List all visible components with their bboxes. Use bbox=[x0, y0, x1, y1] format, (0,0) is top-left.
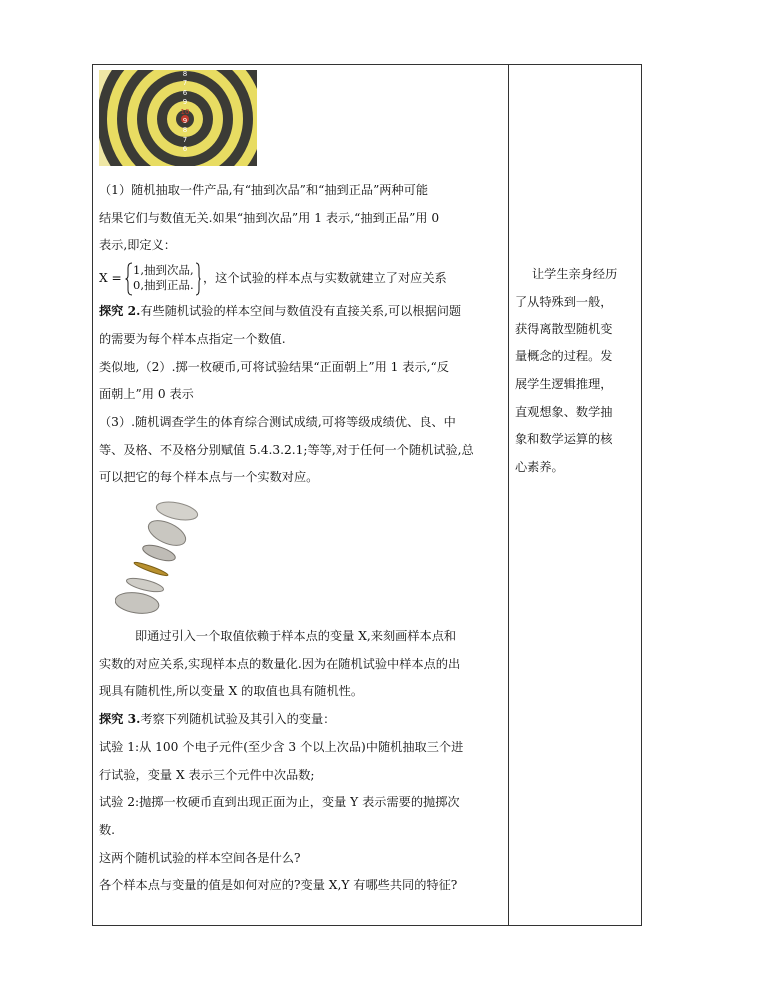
target-ring-numbers: 8 7 6 9 10 9 8 7 6 bbox=[180, 70, 190, 154]
paragraph-1-line-2: 结果它们与数值无关.如果“抽到次品”用 1 表示,“抽到正品”用 0 bbox=[99, 211, 440, 225]
note-line-5: 展学生逻辑推理， bbox=[515, 377, 613, 391]
formula-description: ，这个试验的样本点与实数就建立了对应关系 bbox=[203, 271, 447, 285]
trial-2-line-1: 试验 2:抛掷一枚硬币直到出现正面为止，变量 Y 表示需要的抛掷次 bbox=[99, 795, 460, 809]
explore-2-line-2: 的需要为每个样本点指定一个数值. bbox=[99, 332, 286, 346]
note-line-3: 获得离散型随机变 bbox=[515, 322, 613, 336]
formula-case-1: 1,抽到次品, bbox=[133, 263, 194, 277]
paragraph-2-line-2: 面朝上”用 0 表示 bbox=[99, 387, 194, 401]
paragraph-4-line-2: 实数的对应关系,实现样本点的数量化.因为在随机试验中样本点的出 bbox=[99, 657, 461, 671]
note-line-4: 量概念的过程。发 bbox=[515, 349, 613, 363]
explore-2-text: 有些随机试验的样本空间与数值没有直接关系,可以根据问题 bbox=[140, 304, 462, 318]
note-line-7: 象和数学运算的核 bbox=[515, 432, 613, 446]
paragraph-4-line-1: 即通过引入一个取值依赖于样本点的变量 X,来刻画样本点和 bbox=[135, 629, 457, 643]
dartboard-target-image bbox=[99, 70, 257, 166]
trial-1-line-1: 试验 1:从 100 个电子元件(至少含 3 个以上次品)中随机抽取三个进 bbox=[99, 740, 464, 754]
paragraph-3-line-1: （3）.随机调查学生的体育综合测试成绩,可将等级成绩优、良、中 bbox=[99, 415, 456, 429]
explore-3-label: 探究 3. bbox=[99, 712, 141, 726]
note-line-2: 了从特殊到一般， bbox=[515, 295, 613, 309]
paragraph-4-line-3: 现具有随机性,所以变量 X 的取值也具有随机性。 bbox=[99, 684, 364, 698]
falling-coins-image bbox=[115, 497, 211, 615]
note-line-6: 直观想象、数学抽 bbox=[515, 405, 613, 419]
coins-svg bbox=[115, 497, 211, 615]
paragraph-3-line-2: 等、及格、不及格分别赋值 5.4.3.2.1;等等,对于任何一个随机试验,总 bbox=[99, 443, 474, 457]
paragraph-1-line-3: 表示,即定义： bbox=[99, 238, 176, 252]
note-line-1: 让学生亲身经历 bbox=[532, 267, 618, 281]
explore-3-text: 考察下列随机试验及其引入的变量： bbox=[140, 712, 336, 726]
note-line-8: 心素养。 bbox=[515, 460, 564, 474]
formula-case-2: 0,抽到正品. bbox=[133, 278, 194, 292]
lesson-table bbox=[92, 64, 642, 926]
explore-2-label: 探究 2. bbox=[99, 304, 141, 318]
formula-variable: X = bbox=[99, 271, 122, 285]
column-divider bbox=[508, 65, 509, 925]
closing-brace-icon bbox=[195, 262, 201, 296]
brace-icon bbox=[125, 262, 133, 296]
question-2: 各个样本点与变量的值是如何对应的?变量 X,Y 有哪些共同的特征? bbox=[99, 878, 458, 892]
trial-2-line-2: 数. bbox=[99, 823, 116, 837]
dartboard-svg bbox=[99, 70, 257, 166]
explore-2-line-1 bbox=[99, 304, 461, 319]
paragraph-1-line-1: （1）随机抽取一件产品,有“抽到次品”和“抽到正品”两种可能 bbox=[99, 183, 429, 197]
trial-1-line-2: 行试验，变量 X 表示三个元件中次品数; bbox=[99, 768, 315, 782]
paragraph-2-line-1: 类似地,（2）.掷一枚硬币,可将试验结果“正面朝上”用 1 表示,“反 bbox=[99, 360, 449, 374]
explore-3-line bbox=[99, 712, 335, 727]
paragraph-3-line-3: 可以把它的每个样本点与一个实数对应。 bbox=[99, 470, 319, 484]
question-1: 这两个随机试验的样本空间各是什么? bbox=[99, 851, 301, 865]
